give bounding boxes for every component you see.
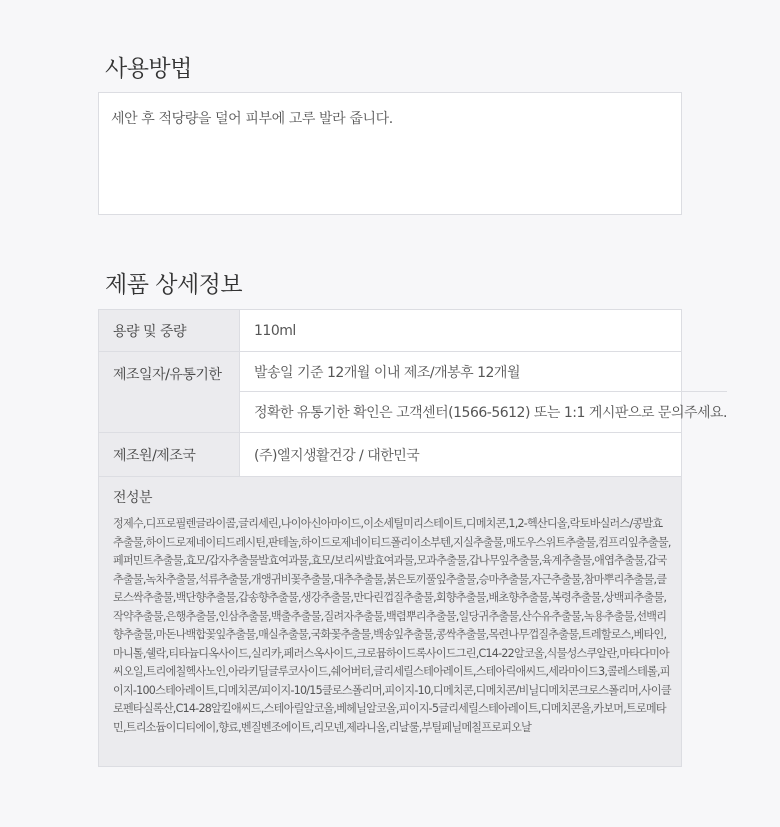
manufacturer-row [99,433,681,477]
ingredients-text: 정제수,디프로필렌글라이콜,글리세린,나이아신아마이드,이소세틸미리스테이트,디메치콘,1,2-헥산디올,락토바실러스/콩발효추출물,하이드로제네이티드레시틴,판테놀,하이드로제네이티드폴리이소부텐,지실추출물,매도우스위트추출물,컴프리잎추출물,페퍼민트추출물,효모/갑자추출물발효여과물,효모/보리씨발효여과물,모과추출물,갑나무잎추출물,육계추출물,애엽추출물,갑국추출물,녹차추출물,석류추출물,개앵귀비꽃추출물,대추추출물,붉은토끼풀잎추출물,승마추출물,자근추출물,참마뿌리추출물,클로스싹추출물,백단향추출물,갑송향추출물,생강추출물,만다린껍질추출물,회향추출물,배초향추출물,복령추출물,상백피추출물,작약추출물,은행추출물,인삼추출물,백출추출물,질려자추출물,백렴뿌리추출물,일당귀추출물,산수유추출물,녹용추출물,선백리향추출물,마돈나백합꽃잎추출물,매실추출물,국화꽃추출물,백송잎추출물,콩싹추출물,목련나무껍질추출물,트레할로스,베타인,마니톨,쉘락,티타늄디옥사이드,실리카,페러스옥사이드,크로뮴하이드록사이드그린,C14-22알코올,식물성스쿠알란,마타다미아씨오일,트리에칠헥사노인,아라키딜글루코사이드,쉐어버터,글리세릴스테아레이트,스테아릭애씨드,세라마이드3,콜레스테롤,피이지-100스테아레이트,디메치콘/피이지-10/15클로스폴리머,피이지-10,디메치콘,디메치콘/비닐디메치콘크로스폴리머,사이클로펜타실록산,C14-28알킬애씨드,스테아릴알코올,베헤닐알코올,피이지-5글리세릴스테아레이트,디메치콘올,카보머,트로메타민,트리소듐이디티에이,향료,벤질벤조에이트,리모넨,제라니올,리날룰,부틸페닐메칠프로피오날 [113,517,671,734]
expiry-value: 발송일 기준 12개월 이내 제조/개봉후 12개월 [254,364,520,381]
expiry-label: 제조일자/유통기한 [99,352,240,432]
product-details-title: 제품 상세정보 [105,272,243,298]
ingredients-label: 전성분 [113,490,153,506]
capacity-row [99,310,681,352]
usage-description-box [98,92,682,215]
usage-section-title: 사용방법 [105,56,192,82]
manufacturer-label: 제조원/제조국 [99,433,240,476]
capacity-value: 110ml [254,322,296,339]
ingredients-section [99,477,681,766]
expiry-row [99,352,727,433]
capacity-label: 용량 및 중량 [99,310,240,351]
expiry-notice: 정확한 유통기한 확인은 고객센터(1566-5612) 또는 1:1 게시판으로 문의주세요. [240,391,727,432]
manufacturer-value: (주)엘지생활건강 / 대한민국 [254,447,420,464]
product-details-table [98,309,727,767]
usage-description-text: 세안 후 적당량을 덜어 피부에 고루 발라 줍니다. [111,111,393,127]
